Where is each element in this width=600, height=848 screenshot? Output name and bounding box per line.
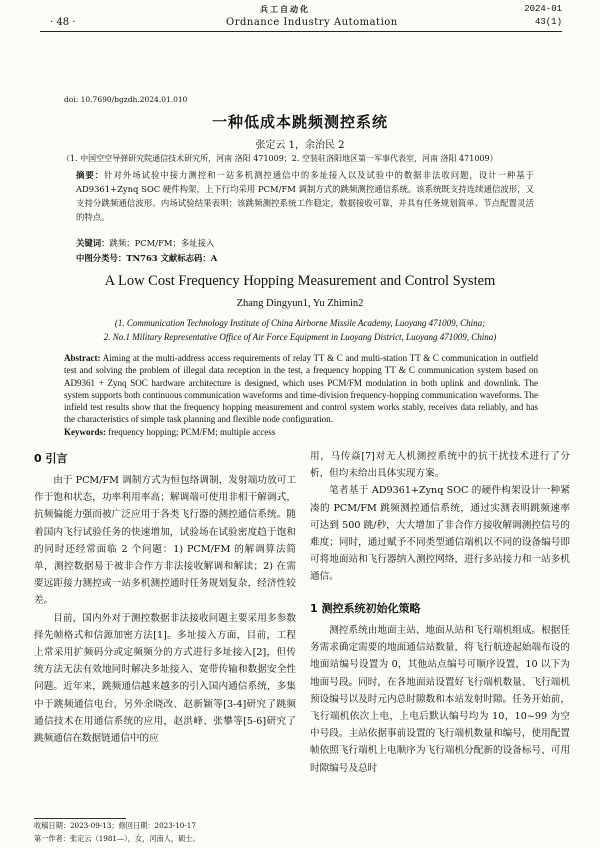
keywords-en [64, 426, 538, 438]
affiliation-en-2: 2. No.1 Military Representative Office of Air Force Equipment in Luoyang District, Luoyang 471009, China) [103, 331, 497, 342]
section-heading-intro: 0 引言 [34, 452, 68, 465]
body-paragraph: 测控系统由地面主站、地面从站和飞行端机组成。根据任务需求确定需要的地面通信站数量，将飞行航迹起始端布设的地面站编号设置为 0，其他站点编号可顺序设置，10 以下为地面号段。同时，在各地面站设置好飞行端机数量、飞行端机预设编号以及时元内总时隙数和本站发射时隙。任务开始前，飞行端机依次上电，上电后默认编号均为 10，10~99 为空中号段。主站依据事前设置的飞行端机数量和编号，使用配置帧依照飞行端机上电顺序为飞行端机分配新的设备标号、可用时隙编号及总时 [310, 625, 570, 774]
abstract-en-text: Aiming at the multi-address access requirements of relay TT & C and multi-station TT & C communication in outfield test and solving the problem of illegal data reception in the test, a frequency hopping TT & C communication system based on AD9361 + Zynq SOC hardware architecture is designed, which uses PCM/FM modulation in both uplink and downlink. The system supports both continuous communication waveforms and time-division frequency-hopping communication waveforms. The infield test results show that the frequency hopping measurement and control system works stably, receives data reliably, and has the characteristics of simple task planning and flexible node configuration. [64, 353, 538, 425]
affiliation-en [0, 317, 600, 344]
body-paragraph: 用，马传焱[7]对无人机测控系统中的抗干扰技术进行了分析，但均未给出具体实现方案。 [310, 451, 570, 480]
affiliation-en-1: (1. Communication Technology Institute of China Airborne Missile Academy, Luoyang 471009, China; [114, 318, 486, 328]
footnote-received: 收稿日期：2023-09-13；修回日期：2023-10-17 [34, 821, 196, 830]
body-right-column-2 [310, 622, 570, 777]
doi: doi: 10.7690/bgzdh.2024.01.010 [64, 95, 188, 104]
footnote-author: 第一作者：张定云（1981—），女，河南人，硕士。 [34, 834, 200, 843]
keywords-cn [76, 236, 534, 250]
body-paragraph: 由于 PCM/FM 调制方式为恒包络调制，发射端功放可工作于饱和状态，功率利用率高；解调端可使用非相干解调式，抗频偏能力强而被广泛应用于各类飞行器的测控通信系统。随着国内飞行试验任务的快速增加，试验场在试验密度趋于饱和的同时还经常面临 2 个问题：1) PCM/FM 的解调算法简单，测控数据易于被非合作方非法接收解调和解读；2) 在需要远距接力测控或一站多机测控通时任务规划复杂，经济性较差。 [34, 475, 296, 607]
keywords-en-label: Keywords: [64, 427, 106, 437]
section-heading-1: 1 测控系统初始化策略 [310, 602, 421, 615]
abstract-en-label: Abstract: [64, 353, 101, 363]
authors-en: Zhang Dingyun1, Yu Zhimin2 [236, 298, 364, 309]
paper-title-en: A Low Cost Frequency Hopping Measurement and Control System [104, 273, 496, 289]
abstract-cn-label: 摘要： [76, 170, 105, 180]
volume-issue: 43(1) [534, 17, 562, 27]
affiliation-cn: （1. 中国空空导弹研究院通信技术研究所，河南 洛阳 471009；2. 空装驻洛阳地区第一军事代表室，河南 洛阳 471009） [62, 154, 498, 163]
body-paragraph: 笔者基于 AD9361+Zynq SOC 的硬件构架设计一种紧凑的 PCM/FM 跳频测控通信系统，通过实测表明跳频速率可达到 500 跳/秒，大大增加了非合作方接收解调测控信号的难度；同时，通过赋予不同类型通信端机以不同的设备编号即可将地面站和飞行器纳入测控网络，进行多站接力和一站多机通信。 [310, 485, 570, 583]
page-number: · 48 · [50, 17, 76, 28]
authors-cn: 张定云 1，余治民 2 [255, 140, 345, 151]
journal-name-en: Ordnance Industry Automation [226, 17, 398, 28]
paper-title-cn: 一种低成本跳频测控系统 [211, 113, 388, 131]
keywords-en-text: frequency hopping; PCM/FM; multiple access [108, 427, 276, 437]
abstract-cn [76, 168, 534, 224]
body-right-column [310, 448, 570, 586]
footnote-rule [34, 818, 126, 819]
classification-cn: 中图分类号：TN763 文献标志码：A [76, 253, 218, 263]
keywords-cn-text: 跳频；PCM/FM；多址接入 [109, 238, 215, 248]
keywords-cn-label: 关键词： [76, 238, 110, 248]
abstract-cn-text: 针对外场试验中接力测控和一站多机测控通信中的多址接入以及试验中的数据非法收问题，设计一种基于 AD9361+Zynq SOC 硬件构架，上下行均采用 PCM/FM 调制方式的跳频测控通信系统。该系统既支持连续通信波形，又支持分跳频通信波形。内场试验结果表明：该跳频测控系统工作稳定，数据接收可靠，并具有任务规划简单、节点配置灵活的特点。 [76, 170, 535, 222]
journal-name-cn: 兵工自动化 [260, 4, 310, 14]
header-rule [40, 31, 562, 32]
issue-date: 2024-01 [524, 4, 562, 14]
body-paragraph: 目前，国内外对于测控数据非法接收问题主要采用多参数择先帧格式和信源加密方法[1]。多址接入方面，目前，工程上常采用扩频码分或定频频分的方式进行多址接入[2]，但传统方法无法有效地同时解决多址接入、宽带传输和数据安全性问题。近年来，跳频通信越来越多的引入国内通信系统，多集中于跳频通信电台，另外余晓改、赵新颖等[3-4]研究了跳频通信技术在用通信系统的应用，赵洪峰、张攀等[5-6]研究了跳频通信在数据链通信中的应 [34, 612, 296, 745]
abstract-en [64, 352, 538, 426]
body-left-column [34, 472, 296, 747]
